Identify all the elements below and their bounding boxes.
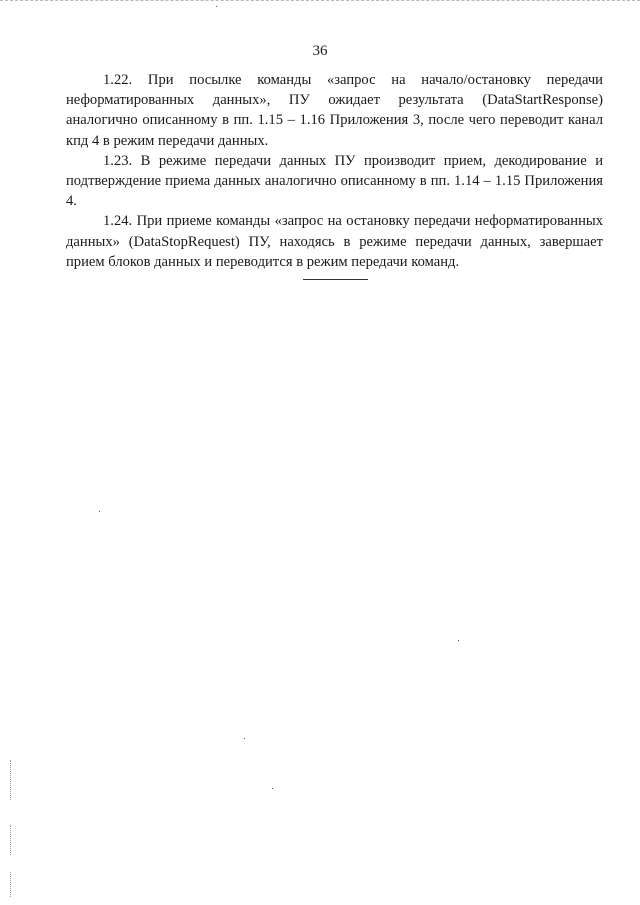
scan-margin-marks [10,825,11,855]
scan-margin-marks [10,760,11,800]
paragraph-1-24: 1.24. При приеме команды «запрос на остановку передачи неформатированных данных» (DataStopRequest) ПУ, находясь в режиме передачи данных, завершает прием блоков данных и переводится в режим передачи команд. [66,213,603,270]
scan-speck [272,788,273,789]
end-of-text-rule [303,279,368,280]
document-body [66,70,603,272]
scan-top-edge [0,0,640,1]
paragraph-1-23: 1.23. В режиме передачи данных ПУ производит прием, декодирование и подтверждение приема данных аналогично описанному в пп. 1.14 – 1.15 Приложения 4. [66,152,603,210]
page-number: 36 [312,43,328,59]
scan-speck [99,511,100,512]
scan-speck [244,738,245,739]
paragraph-1-22: 1.22. При посылке команды «запрос на начало/остановку передачи неформатированных данных», ПУ ожидает результата (DataStartResponse) аналогично описанному в пп. 1.15 – 1.16 Приложения 3, после чего переводит канал кпд 4 в режим передачи данных. [66,72,603,149]
scan-speck [216,6,217,7]
scan-margin-marks [10,872,11,897]
scan-speck [458,640,459,641]
